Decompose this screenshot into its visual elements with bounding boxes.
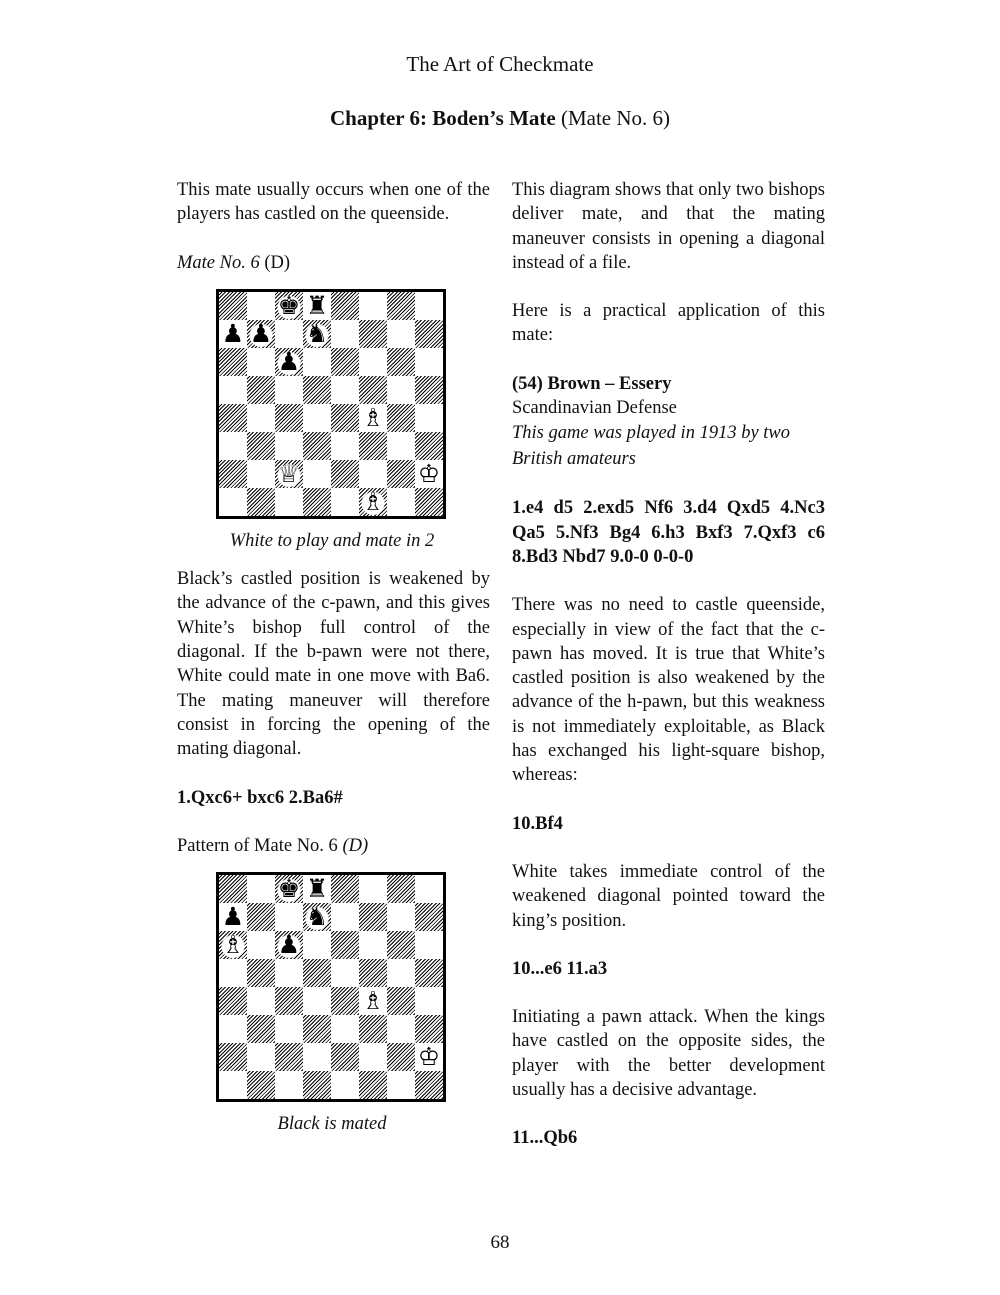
square-a8 <box>219 875 247 903</box>
square-a3 <box>219 432 247 460</box>
intro-paragraph: This mate usually occurs when one of the players has castled on the queenside. <box>177 180 490 225</box>
square-e7 <box>331 903 359 931</box>
right-paragraph-5: Initiating a pawn attack. When the kings have castled on the opposite sides, the player with the better development usually has a decisive advantage. <box>512 1007 825 1101</box>
square-c2 <box>275 460 303 488</box>
square-f7 <box>359 320 387 348</box>
square-f5 <box>359 959 387 987</box>
square-f3 <box>359 432 387 460</box>
square-d5 <box>303 376 331 404</box>
square-f4 <box>359 987 387 1015</box>
square-h7 <box>415 320 443 348</box>
square-h3 <box>415 432 443 460</box>
diagram2-label-text: Pattern of Mate No. 6 <box>177 835 343 856</box>
square-d6 <box>303 931 331 959</box>
square-c1 <box>275 488 303 516</box>
right-paragraph-3: There was no need to castle queenside, especially in view of the fact that the c-pawn has moved. It is true that White’s castled position is also weakened by the advance of the h-pawn, but this weakness is not immediately exploitable, as Black has exchanged his light-square bishop, whereas: <box>512 595 825 786</box>
black-pawn-icon: ♟ <box>277 346 301 376</box>
square-a4 <box>219 404 247 432</box>
square-g1 <box>387 1071 415 1099</box>
square-g4 <box>387 987 415 1015</box>
square-e6 <box>331 931 359 959</box>
diagram1-label-italic: Mate No. 6 <box>177 252 260 273</box>
diagram1 <box>216 289 448 519</box>
square-c6 <box>275 931 303 959</box>
square-d7 <box>303 903 331 931</box>
square-b7 <box>247 903 275 931</box>
square-c7 <box>275 320 303 348</box>
square-b1 <box>247 1071 275 1099</box>
square-g8 <box>387 292 415 320</box>
left-column <box>177 178 490 1150</box>
diagram2 <box>216 872 448 1102</box>
square-b8 <box>247 875 275 903</box>
square-e8 <box>331 875 359 903</box>
white-bishop-icon: ♗ <box>361 402 385 432</box>
square-a1 <box>219 1071 247 1099</box>
square-d2 <box>303 460 331 488</box>
square-h6 <box>415 931 443 959</box>
square-e5 <box>331 959 359 987</box>
square-d3 <box>303 1015 331 1043</box>
square-d5 <box>303 959 331 987</box>
square-e2 <box>331 1043 359 1071</box>
chessboard-2 <box>216 872 446 1102</box>
square-g3 <box>387 432 415 460</box>
right-paragraph-4: White takes immediate control of the weakened diagonal pointed toward the king’s position. <box>512 861 825 931</box>
square-d6 <box>303 348 331 376</box>
square-h4 <box>415 404 443 432</box>
white-queen-icon: ♕ <box>277 458 301 488</box>
square-a2 <box>219 1043 247 1071</box>
chapter-title-rest: (Mate No. 6) <box>555 106 671 130</box>
square-c4 <box>275 987 303 1015</box>
square-d4 <box>303 987 331 1015</box>
square-f5 <box>359 376 387 404</box>
square-e4 <box>331 987 359 1015</box>
page-number: 68 <box>490 1232 510 1253</box>
square-b2 <box>247 1043 275 1071</box>
black-king-icon: ♚ <box>277 290 301 320</box>
square-f7 <box>359 903 387 931</box>
black-knight-icon: ♞ <box>305 318 329 348</box>
square-e6 <box>331 348 359 376</box>
square-a6 <box>219 931 247 959</box>
square-g1 <box>387 488 415 516</box>
square-g3 <box>387 1015 415 1043</box>
square-h1 <box>415 1071 443 1099</box>
square-g6 <box>387 348 415 376</box>
white-king-icon: ♔ <box>417 458 441 488</box>
black-pawn-icon: ♟ <box>221 902 245 932</box>
square-c7 <box>275 903 303 931</box>
square-f6 <box>359 931 387 959</box>
square-a8 <box>219 292 247 320</box>
right-paragraph-1: This diagram shows that only two bishops deliver mate, and that the mating maneuver consists in opening a diagonal instead of a file. <box>512 180 825 273</box>
square-a5 <box>219 376 247 404</box>
square-b6 <box>247 348 275 376</box>
diagram1-label-rest: (D) <box>259 252 291 273</box>
square-f1 <box>359 1071 387 1099</box>
square-h5 <box>415 376 443 404</box>
square-h8 <box>415 292 443 320</box>
square-g5 <box>387 959 415 987</box>
square-c3 <box>275 1015 303 1043</box>
square-e2 <box>331 460 359 488</box>
square-c1 <box>275 1071 303 1099</box>
square-d2 <box>303 1043 331 1071</box>
square-h2 <box>415 460 443 488</box>
white-bishop-icon: ♗ <box>361 486 385 516</box>
game-moves-2: 10.Bf4 <box>512 813 563 834</box>
square-f3 <box>359 1015 387 1043</box>
square-a2 <box>219 460 247 488</box>
chapter-title-bold: Chapter 6: Boden’s Mate <box>329 106 556 130</box>
game-moves-4: 11...Qb6 <box>512 1128 578 1149</box>
square-d3 <box>303 432 331 460</box>
square-e4 <box>331 404 359 432</box>
square-b2 <box>247 460 275 488</box>
square-a4 <box>219 987 247 1015</box>
square-d8 <box>303 875 331 903</box>
diagram2-label-italic: (D) <box>342 835 369 856</box>
square-b3 <box>247 1015 275 1043</box>
square-c5 <box>275 959 303 987</box>
square-g5 <box>387 376 415 404</box>
black-pawn-icon: ♟ <box>221 318 245 348</box>
solution-moves: 1.Qxc6+ bxc6 2.Ba6# <box>177 787 343 808</box>
square-b1 <box>247 488 275 516</box>
square-a7 <box>219 320 247 348</box>
square-e8 <box>331 292 359 320</box>
square-b3 <box>247 432 275 460</box>
square-e7 <box>331 320 359 348</box>
square-f2 <box>359 1043 387 1071</box>
square-f8 <box>359 292 387 320</box>
diagram2-label <box>177 834 490 858</box>
square-a6 <box>219 348 247 376</box>
square-e1 <box>331 488 359 516</box>
diagram1-caption: White to play and mate in 2 <box>229 530 435 551</box>
square-c5 <box>275 376 303 404</box>
square-d1 <box>303 1071 331 1099</box>
diagram2-caption: Black is mated <box>277 1114 387 1135</box>
square-e5 <box>331 376 359 404</box>
square-e1 <box>331 1071 359 1099</box>
square-c8 <box>275 875 303 903</box>
square-a7 <box>219 903 247 931</box>
square-b5 <box>247 376 275 404</box>
square-g7 <box>387 903 415 931</box>
game-moves-3: 10...e6 11.a3 <box>512 958 608 979</box>
square-h1 <box>415 488 443 516</box>
square-g7 <box>387 320 415 348</box>
square-h6 <box>415 348 443 376</box>
black-rook-icon: ♜ <box>305 874 329 904</box>
diagram1-label <box>177 251 490 275</box>
square-e3 <box>331 1015 359 1043</box>
square-f6 <box>359 348 387 376</box>
square-h7 <box>415 903 443 931</box>
square-h3 <box>415 1015 443 1043</box>
black-knight-icon: ♞ <box>305 902 329 932</box>
explanation-paragraph: Black’s castled position is weakened by the advance of the c-pawn, and this gives White’s bishop full control of the diagonal. If the b-pawn were not there, White could mate in one move with Ba6. The mating maneuver will therefore consist in forcing the opening of the mating diagonal. <box>177 569 490 760</box>
square-b6 <box>247 931 275 959</box>
square-c6 <box>275 348 303 376</box>
square-h4 <box>415 987 443 1015</box>
square-b4 <box>247 987 275 1015</box>
square-b8 <box>247 292 275 320</box>
square-g8 <box>387 875 415 903</box>
square-d7 <box>303 320 331 348</box>
game-block <box>512 372 825 473</box>
game-moves-1: 1.e4 d5 2.exd5 Nf6 3.d4 Qxd5 4.Nc3 Qa5 5.Nf3 Bg4 6.h3 Bxf3 7.Qxf3 c6 8.Bd3 Nbd7 9.0-0 0-0-0 <box>512 498 825 567</box>
white-bishop-icon: ♗ <box>361 986 385 1016</box>
chessboard-1 <box>216 289 446 519</box>
square-c8 <box>275 292 303 320</box>
square-a5 <box>219 959 247 987</box>
square-f2 <box>359 460 387 488</box>
square-f1 <box>359 488 387 516</box>
opening-name: Scandinavian Defense <box>512 398 677 419</box>
square-g4 <box>387 404 415 432</box>
square-d4 <box>303 404 331 432</box>
square-f8 <box>359 875 387 903</box>
square-f4 <box>359 404 387 432</box>
black-pawn-icon: ♟ <box>277 930 301 960</box>
square-a3 <box>219 1015 247 1043</box>
right-paragraph-2: Here is a practical application of this mate: <box>512 301 825 346</box>
square-d1 <box>303 488 331 516</box>
game-note: This game was played in 1913 by two British amateurs <box>512 423 791 470</box>
chapter-title <box>0 106 1000 131</box>
square-c2 <box>275 1043 303 1071</box>
white-king-icon: ♔ <box>417 1042 441 1072</box>
black-king-icon: ♚ <box>277 874 301 904</box>
white-bishop-icon: ♗ <box>221 930 245 960</box>
square-h5 <box>415 959 443 987</box>
square-c4 <box>275 404 303 432</box>
game-heading: (54) Brown – Essery <box>512 373 672 394</box>
square-b7 <box>247 320 275 348</box>
square-e3 <box>331 432 359 460</box>
running-head: The Art of Checkmate <box>406 52 594 76</box>
square-c3 <box>275 432 303 460</box>
square-b4 <box>247 404 275 432</box>
black-pawn-icon: ♟ <box>249 318 273 348</box>
square-g6 <box>387 931 415 959</box>
square-d8 <box>303 292 331 320</box>
square-g2 <box>387 460 415 488</box>
square-a1 <box>219 488 247 516</box>
right-column <box>512 178 825 1175</box>
square-h2 <box>415 1043 443 1071</box>
black-rook-icon: ♜ <box>305 290 329 320</box>
square-b5 <box>247 959 275 987</box>
square-h8 <box>415 875 443 903</box>
square-g2 <box>387 1043 415 1071</box>
